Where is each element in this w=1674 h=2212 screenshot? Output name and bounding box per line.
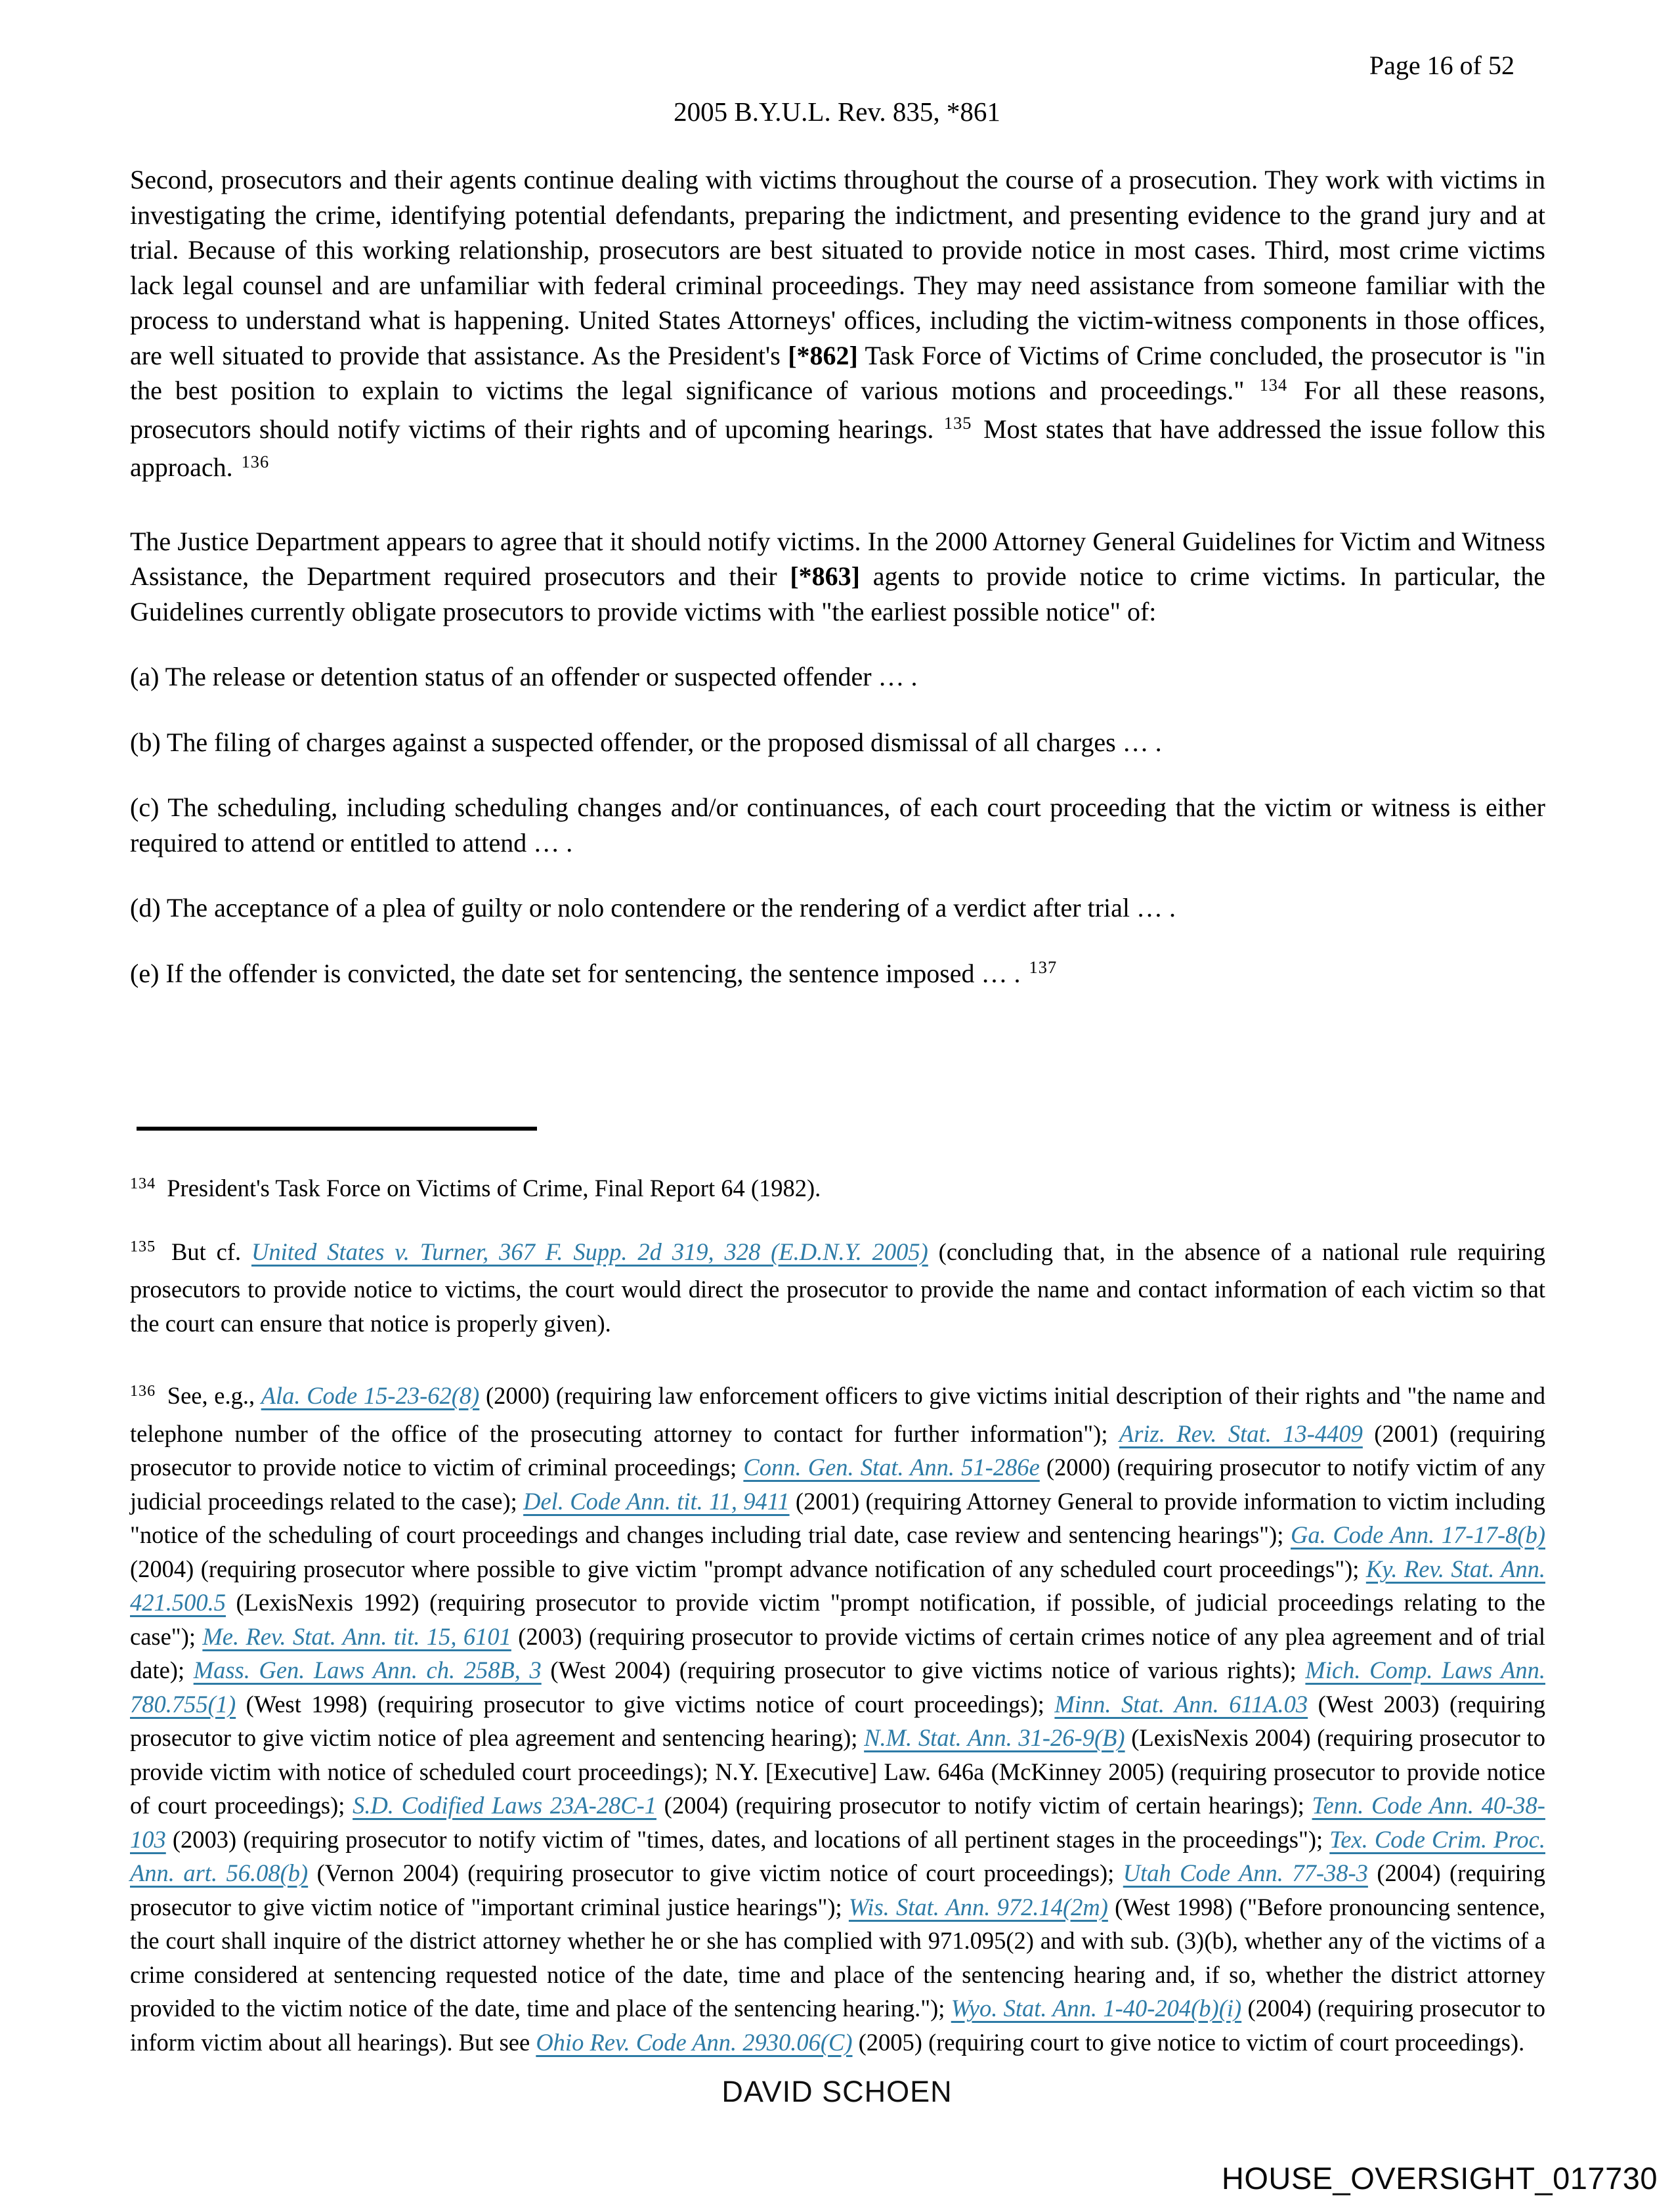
footnote-135 xyxy=(130,1235,1545,1341)
text-run: (2000) (requiring law enforcement officers to give victims initial description of their rights and "the name and telephone number of the office of the prosecuting attorney to contact for further information"); xyxy=(130,1382,1545,1447)
text-run: agents to provide notice to crime victims. In particular, the Guidelines currently obligate prosecutors to provide victims with "the earliest possible notice" of: xyxy=(130,561,1545,626)
footnote-136 xyxy=(130,1379,1545,2059)
statute-link[interactable]: Conn. Gen. Stat. Ann. 51-286e xyxy=(743,1454,1040,1481)
statute-link[interactable]: Mich. Comp. Laws Ann. 780.755(1) xyxy=(130,1657,1546,1718)
text-run: (2000) (requiring prosecutor to notify victim of any judicial proceedings related to the case); xyxy=(130,1454,1545,1515)
footnote-ref: 134 xyxy=(1259,374,1288,395)
text-run: (2003) (requiring prosecutor to notify victim of "times, dates, and locations of all pertinent stages in the proceedings"); xyxy=(165,1825,1330,1853)
footnotes-section xyxy=(130,1110,1545,2059)
statute-link[interactable]: Wyo. Stat. Ann. 1-40-204(b)(i) xyxy=(951,1995,1242,2022)
footnote-ref: 135 xyxy=(943,413,972,433)
footnote-ref: 135 xyxy=(130,1238,156,1256)
footnote-ref: 136 xyxy=(241,451,270,471)
footnote-ref: 134 xyxy=(130,1175,156,1192)
statute-link[interactable]: N.M. Stat. Ann. 31-26-9(B) xyxy=(864,1724,1125,1751)
statute-link[interactable]: Tex. Code Crim. Proc. Ann. art. 56.08(b) xyxy=(130,1825,1545,1886)
statute-link[interactable]: Tenn. Code Ann. 40-38-103 xyxy=(130,1792,1545,1853)
text-run: (West 2004) (requiring prosecutor to give victims notice of various rights); xyxy=(541,1657,1306,1683)
statute-link[interactable]: Del. Code Ann. tit. 11, 9411 xyxy=(523,1487,790,1515)
statute-link[interactable]: Me. Rev. Stat. Ann. tit. 15, 6101 xyxy=(202,1622,511,1650)
guideline-item-b xyxy=(130,725,1545,760)
text-run: The Justice Department appears to agree that it should notify victims. In the 2000 Attorney General Guidelines for Victim and Witness Assistance, the Department required prosecutors and their xyxy=(130,526,1545,591)
statute-link[interactable]: United States v. Turner, 367 F. Supp. 2d 319, 328 (E.D.N.Y. 2005) xyxy=(251,1238,928,1265)
statute-link[interactable]: Ariz. Rev. Stat. 13-4409 xyxy=(1119,1420,1363,1447)
text-run: (2001) (requiring prosecutor to provide notice to victim of criminal proceedings; xyxy=(130,1420,1545,1481)
statute-link[interactable]: S.D. Codified Laws 23A-28C-1 xyxy=(353,1792,656,1819)
text-run: President's Task Force on Victims of Crime, Final Report 64 (1982). xyxy=(161,1175,821,1202)
page-marker-bold: [*863] xyxy=(790,561,860,591)
text-run: Second, prosecutors and their agents continue dealing with victims throughout the course of a prosecution. They work with victims in investigating the crime, identifying potential defendants, preparing the indictment, and presenting evidence to the grand jury and at trial. Because of this working relationship, prosecutors are best situated to provide notice in most cases. Third, most crime victims lack legal counsel and are unfamiliar with federal criminal proceedings. They may need assistance from someone familiar with the process to understand what is happening. United States Attorneys' offices, including the victim-witness components in those offices, are well situated to provide that assistance. As the President's xyxy=(130,165,1545,370)
text-run: (2001) (requiring Attorney General to provide information to victim including "notice of the scheduling of court proceedings and changes including trial date, case review and sentencing hearings"); xyxy=(130,1487,1546,1548)
document-body xyxy=(130,162,1545,1024)
statute-link[interactable]: Ohio Rev. Code Ann. 2930.06(C) xyxy=(536,2028,853,2056)
text-run: (West 1998) ("Before pronouncing sentence, the court shall inquire of the district attorney whether he or she has complied with 971.095(2) and with sub. (3)(b), whether any of the victims of a crime considered at sentencing requested notice of the date, time and place of the sentencing hearing and, if so, whether the district attorney provided to the victim notice of the date, time and place of the sentencing hearing."); xyxy=(130,1893,1545,2022)
document-citation-title: 2005 B.Y.U.L. Rev. 835, *861 xyxy=(674,97,1000,127)
body-paragraph-2 xyxy=(130,524,1545,630)
bates-number: HOUSE_OVERSIGHT_017730 xyxy=(1221,2161,1658,2196)
text-run: (2005) (requiring court to give notice to victim of court proceedings). xyxy=(852,2028,1525,2056)
text-run: Task Force of Victims of Crime concluded, the prosecutor is "in the best position to explain to victims the legal significance of various motions and proceedings." xyxy=(130,340,1545,405)
footnote-134 xyxy=(130,1171,1545,1209)
text-run: But cf. xyxy=(161,1238,251,1265)
statute-link[interactable]: Minn. Stat. Ann. 611A.03 xyxy=(1054,1690,1308,1718)
text-run: (West 2003) (requiring prosecutor to give victim notice of plea agreement and sentencing hearing); xyxy=(130,1690,1545,1751)
guideline-item-c xyxy=(130,790,1545,860)
text-run: (2004) (requiring prosecutor to give victim notice of "important criminal justice hearings"); xyxy=(130,1859,1545,1920)
text-run: For all these reasons, prosecutors should notify victims of their rights and of upcoming hearings. xyxy=(130,376,1545,444)
text-run: Most states that have addressed the issue follow this approach. xyxy=(130,414,1545,482)
footnote-ref: 137 xyxy=(1029,957,1058,978)
page-marker-bold: [*862] xyxy=(788,340,858,370)
guideline-item-e xyxy=(130,956,1545,995)
guideline-item-d xyxy=(130,890,1545,926)
statute-link[interactable]: Ky. Rev. Stat. Ann. 421.500.5 xyxy=(130,1555,1545,1616)
text-run: (2003) (requiring prosecutor to provide victims of certain crimes notice of any plea agreement and of trial date); xyxy=(130,1622,1545,1683)
text-run: (c) The scheduling, including scheduling changes and/or continuances, of each court proceeding that the victim or witness is either required to attend or entitled to attend … . xyxy=(130,792,1545,857)
text-run: (d) The acceptance of a plea of guilty or nolo contendere or the rendering of a verdict after trial … . xyxy=(130,893,1176,922)
text-run: (a) The release or detention status of an offender or suspected offender … . xyxy=(130,662,918,691)
statute-link[interactable]: Ala. Code 15-23-62(8) xyxy=(261,1382,480,1409)
text-run: (2004) (requiring prosecutor to inform victim about all hearings). But see xyxy=(130,1995,1545,2056)
footnote-separator-rule xyxy=(137,1127,537,1131)
page-number-indicator: Page 16 of 52 xyxy=(1369,51,1514,80)
text-run: (LexisNexis 2004) (requiring prosecutor to provide victim with notice of scheduled court proceedings); N.Y. [Executive] Law. 646a (McKinney 2005) (requiring prosecutor to provide notice of court proceedings); xyxy=(130,1724,1545,1819)
body-paragraph-1 xyxy=(130,162,1545,488)
footnote-ref: 136 xyxy=(130,1382,156,1400)
text-run: (e) If the offender is convicted, the date set for sentencing, the sentence imposed … . xyxy=(130,958,1027,988)
statute-link[interactable]: Mass. Gen. Laws Ann. ch. 258B, 3 xyxy=(193,1657,542,1683)
statute-link[interactable]: Ga. Code Ann. 17-17-8(b) xyxy=(1290,1521,1545,1548)
statute-link[interactable]: Utah Code Ann. 77-38-3 xyxy=(1123,1859,1368,1886)
guideline-item-a xyxy=(130,659,1545,695)
text-run: (b) The filing of charges against a suspected offender, or the proposed dismissal of all charges … . xyxy=(130,727,1162,757)
text-run: (2004) (requiring prosecutor to notify victim of certain hearings); xyxy=(656,1792,1312,1819)
text-run: (Vernon 2004) (requiring prosecutor to give victim notice of court proceedings); xyxy=(308,1859,1123,1886)
text-run: (LexisNexis 1992) (requiring prosecutor to provide victim "prompt notification, if possible, of judicial proceedings relating to the case"); xyxy=(130,1589,1545,1650)
statute-link[interactable]: Wis. Stat. Ann. 972.14(2m) xyxy=(848,1893,1108,1920)
text-run: (2004) (requiring prosecutor where possible to give victim "prompt advance notification of any scheduled court proceedings"); xyxy=(130,1555,1366,1582)
document-author-footer: DAVID SCHOEN xyxy=(721,2075,953,2108)
text-run: (West 1998) (requiring prosecutor to give victims notice of court proceedings); xyxy=(236,1690,1055,1718)
text-run: See, e.g., xyxy=(161,1382,261,1409)
text-run: (concluding that, in the absence of a national rule requiring prosecutors to provide notice to victims, the court would direct the prosecutor to provide the name and contact information of each victim so that the court can ensure that notice is properly given). xyxy=(130,1238,1546,1337)
